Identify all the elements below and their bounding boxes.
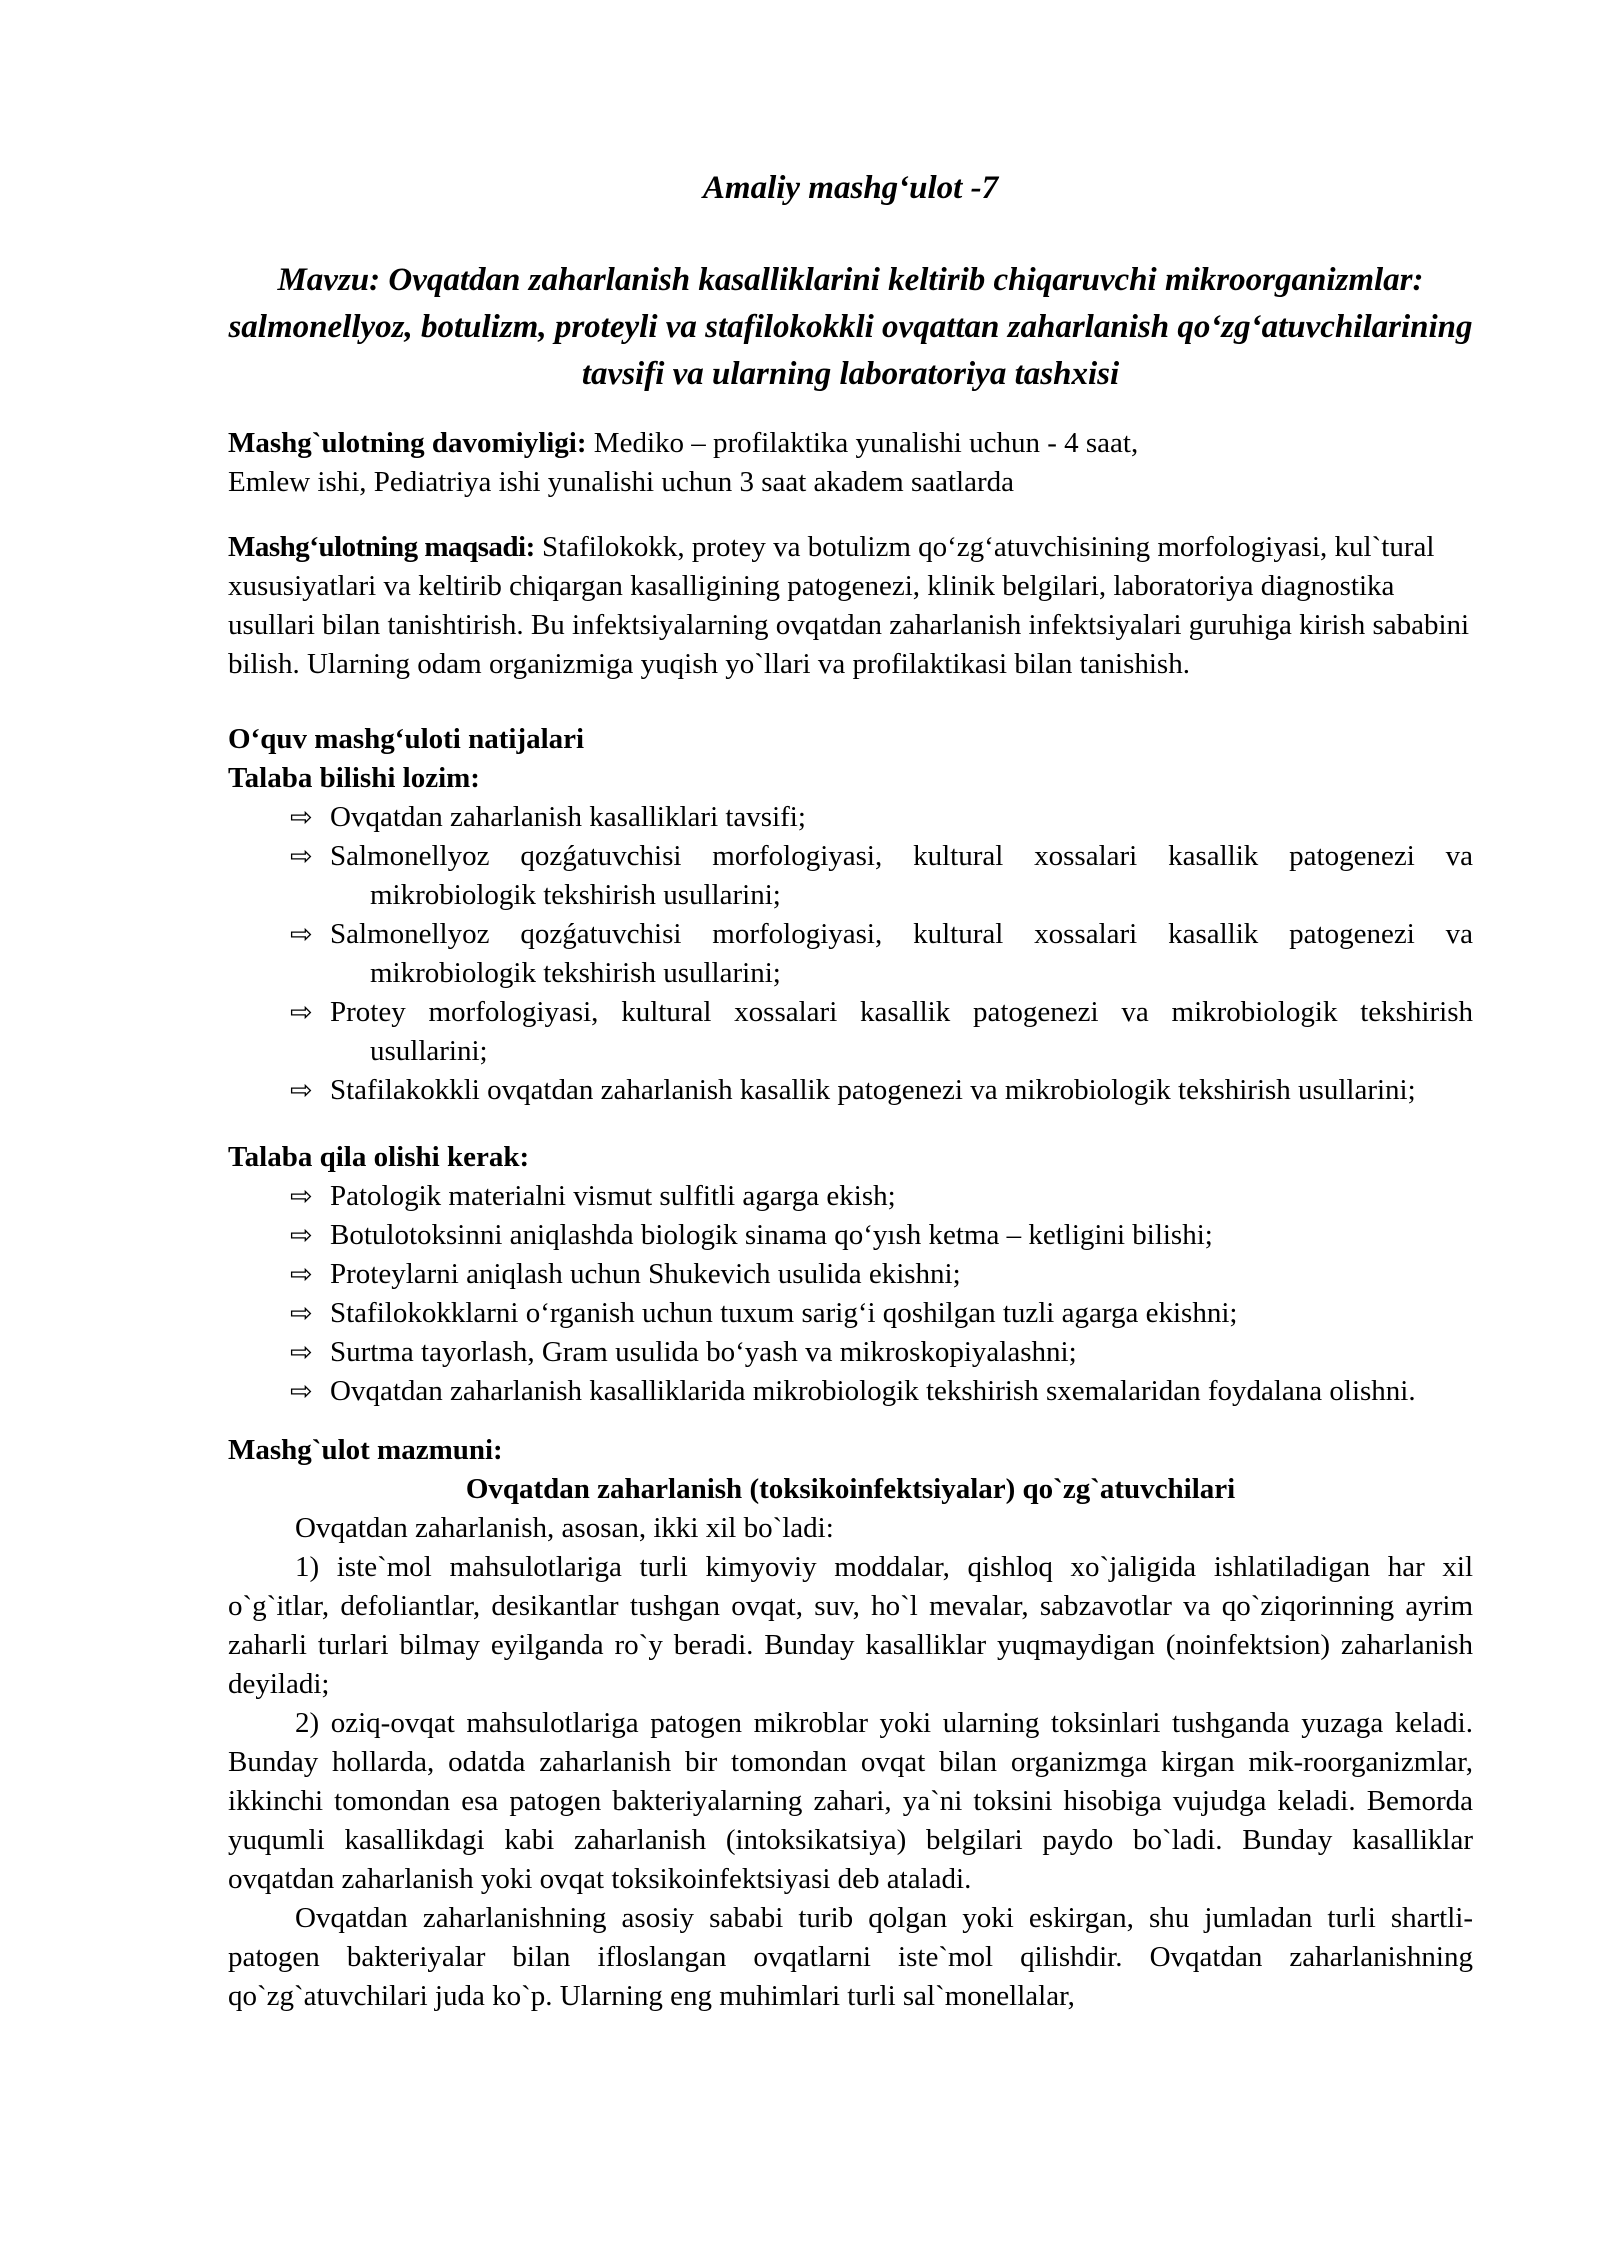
document-title: Amaliy mashgʻulot -7 <box>702 170 999 206</box>
skills-list <box>228 1177 1473 1411</box>
arrow-bullet-icon: ⇨ <box>290 1298 313 1329</box>
arrow-bullet-icon: ⇨ <box>290 997 313 1028</box>
outcomes-list-item <box>228 915 1473 993</box>
content-paragraph: Ovqatdan zaharlanishning asosiy sababi turib qolgan yoki eskirgan, shu jumladan turli shartli-patogen bakteriyalar bilan ifloslangan ovqatlarni iste`mol qilishdir. Ovqatdan zaharlanishning qo`zg`atuvchilari juda ko`p. Ularning eng muhimlari turli sal`monellalar, <box>228 1902 1473 2012</box>
purpose-label: Mashgʻulotning maqsadi: <box>228 531 535 563</box>
outcomes-item-text: Protey morfologiyasi, kultural xossalari kasallik patogenezi va mikrobiologik tekshirish usullarini; <box>330 996 1473 1067</box>
content-paragraph: Ovqatdan zaharlanish, asosan, ikki xil bo`ladi: <box>295 1512 834 1544</box>
outcomes-list <box>228 798 1473 1110</box>
skills-item-text: Botulotoksinni aniqlashda biologik sinama qoʻyısh ketma – ketligini bilishi; <box>330 1219 1213 1251</box>
skills-list-item <box>228 1216 1473 1255</box>
duration-paragraph <box>228 424 1473 502</box>
duration-label: Mashg`ulotning davomiyligi: <box>228 427 587 459</box>
content-paragraph: 1) iste`mol mahsulotlariga turli kimyoviy moddalar, qishloq xo`jaligida ishlatiladigan har xil o`g`itlar, defoliantlar, desikantlar tushgan ovqat, suv, ho`l mevalar, sabzavotlar va qo`ziqorinning ayrim zaharli turlari bilmay eyilganda ro`y beradi. Bunday kasalliklar yuqmaydigan (noinfektsion) zaharlanish deyiladi; <box>228 1551 1473 1700</box>
skills-list-item <box>228 1294 1473 1333</box>
duration-line1: Mediko – profilaktika yunalishi uchun - 4 saat, <box>586 427 1139 459</box>
skills-item-text: Proteylarni aniqlash uchun Shukevich usulida ekishni; <box>330 1258 961 1290</box>
content-heading: Mashg`ulot mazmuni: <box>228 1434 503 1466</box>
outcomes-heading: Oʻquv mashgʻuloti natijalari <box>228 723 585 755</box>
outcomes-list-item <box>228 1071 1473 1110</box>
skills-item-text: Ovqatdan zaharlanish kasalliklarida mikrobiologik tekshirish sxemalaridan foydalana olishni. <box>330 1375 1416 1407</box>
outcomes-list-item <box>228 993 1473 1071</box>
arrow-bullet-icon: ⇨ <box>290 802 313 833</box>
outcomes-item-text: Salmonellyoz qozǵatuvchisi morfologiyasi, kultural xossalari kasallik patogenezi va mikrobiologik tekshirish usullarini; <box>330 840 1473 911</box>
skills-item-text: Stafilokokklarni oʻrganish uchun tuxum sarigʻi qoshilgan tuzli agarga ekishni; <box>330 1297 1238 1329</box>
skills-list-item <box>228 1177 1473 1216</box>
arrow-bullet-icon: ⇨ <box>290 919 313 950</box>
document-topic: Mavzu: Ovqatdan zaharlanish kasalliklarini keltirib chiqaruvchi mikroorganizmlar: salmonellyoz, botulizm, proteyli va stafilokokkli ovqattan zaharlanish qoʻzgʻatuvchilarining tavsifi va ularning laboratoriya tashxisi <box>228 262 1473 392</box>
content-paragraph: 2) oziq-ovqat mahsulotlariga patogen mikroblar yoki ularning toksinlari tushganda yuzaga keladi. Bunday hollarda, odatda zaharlanish bir tomondan ovqat bilan organizmga kirgan mik-roorganizmlar, ikkinchi tomondan esa patogen bakteriyalarning zahari, ya`ni toksini hisobiga vujudga keladi. Bemorda yuqumli kasallikdagi kabi zaharlanish (intoksikatsiya) belgilari paydo bo`ladi. Bunday kasalliklar ovqatdan zaharlanish yoki ovqat toksikoinfektsiyasi deb ataladi. <box>228 1707 1473 1895</box>
skills-list-item <box>228 1255 1473 1294</box>
skills-heading: Talaba qila olishi kerak: <box>228 1141 530 1173</box>
skills-list-item <box>228 1372 1473 1411</box>
arrow-bullet-icon: ⇨ <box>290 1376 313 1407</box>
arrow-bullet-icon: ⇨ <box>290 1259 313 1290</box>
arrow-bullet-icon: ⇨ <box>290 1220 313 1251</box>
outcomes-list-item <box>228 798 1473 837</box>
skills-item-text: Patologik materialni vismut sulfitli agarga ekish; <box>330 1180 896 1212</box>
arrow-bullet-icon: ⇨ <box>290 841 313 872</box>
purpose-paragraph <box>228 528 1473 684</box>
content-subheading: Ovqatdan zaharlanish (toksikoinfektsiyalar) qo`zg`atuvchilari <box>465 1473 1236 1505</box>
purpose-text: Stafilokokk, protey va botulizm qoʻzgʻatuvchisining morfologiyasi, kul`tural xususiyatlari va keltirib chiqargan kasalligining patogenezi, klinik belgilari, laboratoriya diagnostika usullari bilan tanishtirish. Bu infektsiyalarning ovqatdan zaharlanish infektsiyalari guruhiga kirish sababini bilish. Ularning odam organizmiga yuqish yo`llari va profilaktikasi bilan tanishish. <box>228 531 1470 680</box>
outcomes-subheading: Talaba bilishi lozim: <box>228 762 480 794</box>
skills-item-text: Surtma tayorlash, Gram usulida boʻyash va mikroskopiyalashni; <box>330 1336 1077 1368</box>
outcomes-item-text: Ovqatdan zaharlanish kasalliklari tavsifi; <box>330 801 806 833</box>
arrow-bullet-icon: ⇨ <box>290 1181 313 1212</box>
arrow-bullet-icon: ⇨ <box>290 1075 313 1106</box>
outcomes-item-text: Salmonellyoz qozǵatuvchisi morfologiyasi, kultural xossalari kasallik patogenezi va mikrobiologik tekshirish usullarini; <box>330 918 1473 989</box>
duration-line2: Emlew ishi, Pediatriya ishi yunalishi uchun 3 saat akadem saatlarda <box>228 466 1015 498</box>
skills-list-item <box>228 1333 1473 1372</box>
arrow-bullet-icon: ⇨ <box>290 1337 313 1368</box>
outcomes-list-item <box>228 837 1473 915</box>
outcomes-item-text: Stafilakokkli ovqatdan zaharlanish kasallik patogenezi va mikrobiologik tekshirish usullarini; <box>330 1074 1416 1106</box>
